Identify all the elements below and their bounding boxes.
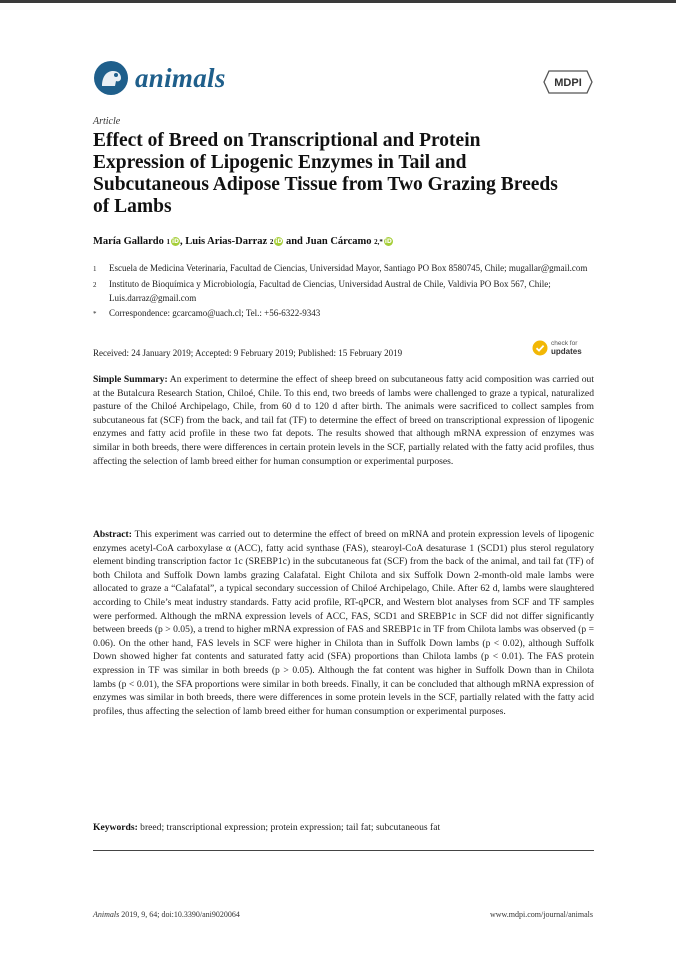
simple-summary-label: Simple Summary: <box>93 374 168 385</box>
affiliation-list <box>93 262 593 324</box>
page-top-border <box>0 0 676 3</box>
correspondence <box>93 307 593 321</box>
article-title: Effect of Breed on Transcriptional and Protein Expression of Lipogenic Enzymes in Tail and Subcutaneous Adipose Tissue from Two Grazing Breeds of Lambs <box>93 130 558 217</box>
publisher-logo <box>543 70 593 94</box>
check-updates-icon <box>532 340 548 356</box>
journal-url[interactable]: www.mdpi.com/journal/animals <box>489 910 593 919</box>
author-separator: , <box>180 236 186 247</box>
affiliation-mark: 1 <box>93 265 97 273</box>
abstract-text: This experiment was carried out to determine the effect of breed on mRNA and protein expression levels of lipogenic enzymes acetyl-CoA carboxylase α (ACC), fatty acid synthase (FAS), stearoyl-CoA desaturase 1 (SCD1) plus sterol regulatory element binding transcription factor 1c (SREBP1c) in the subcutaneous fat (SCF) from the back of the animal, and tail fat (TF) of both Chilota and Suffolk Down lambs grazing Calafatal. Eight Chilota and six Suffolk Down 2-month-old male lambs were allocated to graze a “Calafatal”, a typical secondary succession of Chiloé Archipelago, Chile. After 62 d, lambs were slaughtered according to Chile’s meat industry standards. Fatty acid profile, RT-qPCR, and Western blot analyses from SCF and TF samples were performed. Although the mRNA expression levels of ACC, FAS, SCD1 and SREBP1c in SCF did not differ significantly between breeds (p > 0.05), a trend to higher mRNA expression of FAS and SREBP1c in TF from Chilota lambs was observed (p = 0.06). On the other hand, FAS levels in SCF were higher in Chilota than in Suffolk Down lambs (p < 0.02), although Suffolk Down showed higher fat contents and saturated fatty acid (SFA) proportions than Chilota lambs (p < 0.01). The FAS protein expression in TF was similar in both breeds (p > 0.05). Although the fat content was higher in Suffolk Down than in Chilota lambs (p < 0.01), the SFA proportions were similar in both breeds. Finally, it can be concluded that although mRNA expression of enzymes was similar in both breeds, there were differences in some protein levels in the SCF, partially related with the fatty acid profiles, thus affecting the selection of lamb breed either for human consumption or experimental purposes. <box>93 529 594 717</box>
footer-divider <box>93 850 594 851</box>
orcid-icon[interactable]: iD <box>384 238 392 245</box>
author[interactable]: María Gallardo 1 iD <box>93 236 180 247</box>
orcid-icon[interactable]: iD <box>171 238 180 245</box>
author-separator: and <box>283 236 306 247</box>
publication-dates: Received: 24 January 2019; Accepted: 9 February 2019; Published: 15 February 2019 <box>93 348 403 358</box>
check-updates-line2: updates <box>551 347 582 356</box>
article-type: Article <box>93 116 121 127</box>
check-updates-line1: check for <box>551 340 578 347</box>
author-name: Luis Arias-Darraz <box>185 236 268 247</box>
journal-header <box>93 58 226 98</box>
simple-summary-text: An experiment to determine the effect of sheep breed on subcutaneous fatty acid composition was carried out at the Butalcura Research Station, Chiloé, Chile. To this end, two breeds of lambs were challenged to graze a typical, naturalized pasture of the Chiloé Archipelago, Chile, from 60 d to 120 d after birth. The animals were sacrificed to collect samples from subcutaneous fat (SCF) from the back, and tail fat (TF) to determine the effect of breed on transcriptional expression of lipogenic enzymes and fatty acid profile in these two fat depots. The results showed that although mRNA expression of enzymes was similar in both breeds, there were differences in certain protein levels in the SCF, partially related with the fatty acid profiles, thus affecting the selection of lamb breed either for human consumption or experimental purposes. <box>93 374 594 467</box>
abstract <box>93 528 594 718</box>
citation-details: 2019, 9, 64; doi:10.3390/ani9020064 <box>121 910 240 919</box>
affiliation <box>93 262 593 276</box>
simple-summary <box>93 373 594 468</box>
author-name: María Gallardo <box>93 236 164 247</box>
journal-name: animals <box>135 62 226 93</box>
affiliation-text: Escuela de Medicina Veterinaria, Facultad de Ciencias, Universidad Mayor, Santiago PO Box 8580745, Chile; mugallar@gmail.com <box>109 263 588 273</box>
publisher-name: MDPI <box>554 77 582 89</box>
author[interactable]: Luis Arias-Darraz 2 iD <box>185 236 283 247</box>
journal-logo-icon <box>93 60 129 96</box>
author[interactable]: Juan Cárcamo 2,* iD <box>305 236 392 247</box>
orcid-icon[interactable]: iD <box>275 238 283 245</box>
correspondence-text: Correspondence: gcarcamo@uach.cl; Tel.: +56-6322-9343 <box>109 308 321 319</box>
check-for-updates-badge[interactable] <box>532 337 594 359</box>
affiliation-text: Instituto de Bioquímica y Microbiología, Facultad de Ciencias, Universidad Austral de Chile, Valdivia PO Box 567, Chile; Luis.darraz@gmail.com <box>109 279 551 303</box>
citation-journal: Animals <box>93 910 120 919</box>
keywords-text: breed; transcriptional expression; protein expression; tail fat; subcutaneous fat <box>140 822 441 833</box>
author-name: Juan Cárcamo <box>305 236 372 247</box>
keywords <box>93 821 594 835</box>
abstract-label: Abstract: <box>93 529 132 540</box>
affiliation-mark: 2 <box>93 281 97 290</box>
keywords-label: Keywords: <box>93 822 138 833</box>
author-list <box>93 236 393 247</box>
affiliation <box>93 278 593 305</box>
citation <box>93 910 240 919</box>
affiliation-mark: * <box>93 310 97 319</box>
